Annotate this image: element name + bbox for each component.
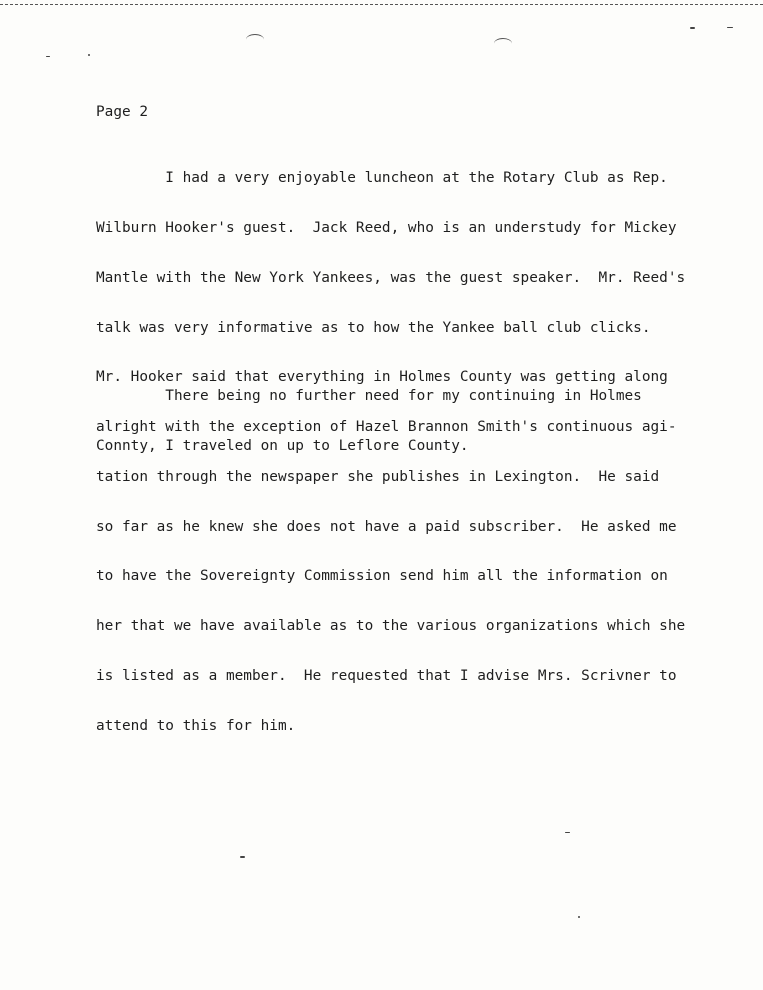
text-line: alright with the exception of Hazel Brannon Smith's continuous agi- — [96, 419, 677, 436]
text-line: Mr. Hooker said that everything in Holmes County was getting along — [96, 369, 668, 386]
text-line: Wilburn Hooker's guest. Jack Reed, who is an understudy for Mickey — [96, 219, 677, 236]
scan-speck — [578, 916, 580, 918]
text-line: Connty, I traveled on up to Leflore County. — [96, 437, 469, 454]
scan-speck — [565, 832, 570, 833]
text-line: I had a very enjoyable luncheon at the Rotary Club as Rep. — [96, 170, 668, 187]
text-line: attend to this for him. — [96, 717, 296, 734]
scan-speck — [240, 856, 245, 858]
paragraph-travel — [96, 355, 642, 488]
text-line: There being no further need for my continuing in Holmes — [96, 388, 642, 405]
text-line: tation through the newspaper she publishes in Lexington. He said — [96, 468, 660, 485]
text-line: is listed as a member. He requested that I advise Mrs. Scrivner to — [96, 668, 677, 684]
scan-mark — [246, 34, 264, 45]
text-line: her that we have available as to the various organizations which she — [96, 618, 686, 635]
scan-mark — [494, 38, 512, 49]
page-top-edge — [0, 4, 763, 5]
scan-speck — [727, 27, 733, 28]
text-line: Mantle with the New York Yankees, was the guest speaker. Mr. Reed's — [96, 269, 686, 286]
scan-speck — [46, 56, 50, 57]
scan-speck — [690, 27, 695, 29]
text-line: talk was very informative as to how the Yankee ball club clicks. — [96, 319, 651, 336]
text-line: to have the Sovereignty Commission send him all the information on — [96, 568, 668, 585]
text-line: so far as he knew she does not have a paid subscriber. He asked me — [96, 518, 677, 535]
page-number-label: Page 2 — [96, 104, 148, 120]
scan-speck — [88, 54, 90, 56]
